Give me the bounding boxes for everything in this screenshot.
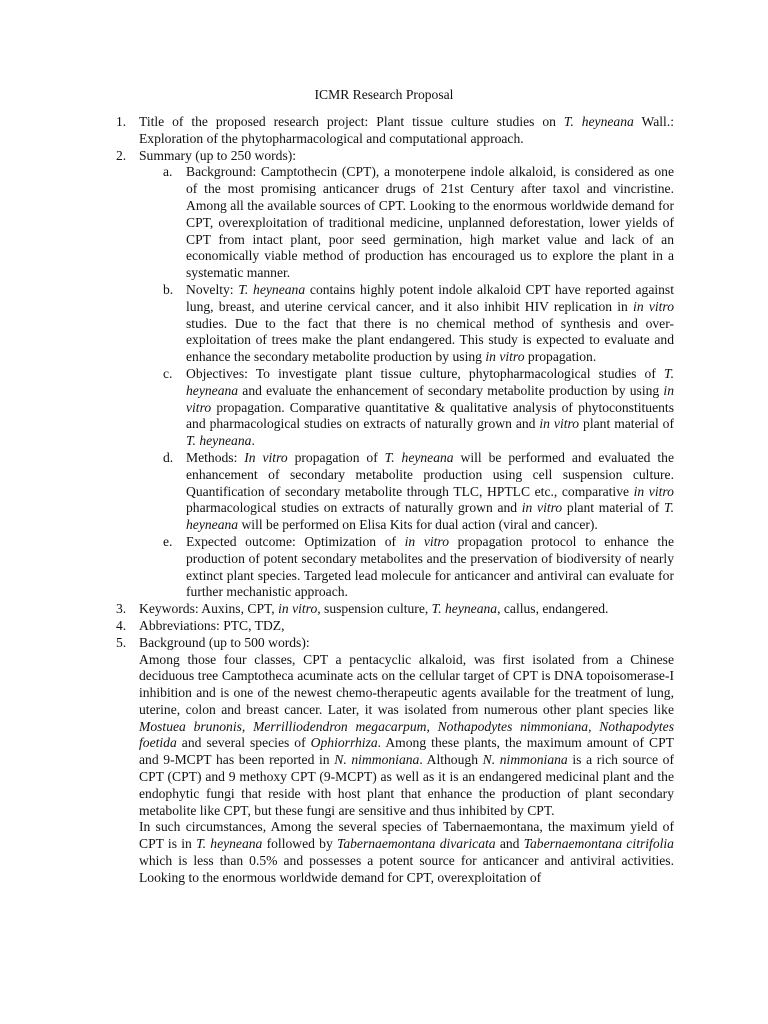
italic-term: in vitro	[633, 483, 674, 499]
text: . Among these plants, the maximum amount of CPT and 9-MCPT has been reported in	[139, 735, 674, 768]
text: ,	[426, 718, 438, 734]
text: , suspension culture,	[317, 601, 432, 617]
text: and	[495, 836, 524, 852]
text: ,	[241, 718, 254, 734]
background-paragraph-1	[0, 652, 674, 820]
text: which is less than 0.5% and possesses a potent source for anticancer and antiviral activities. Looking to the enormous worldwide demand for CPT, overexploitation of	[139, 853, 674, 885]
species-name: Tabernaemontana citrifolia	[523, 836, 674, 852]
italic-term: in vitro	[521, 500, 563, 516]
species-name: T. heyneana	[238, 281, 306, 297]
list-item-title	[0, 114, 674, 148]
text: studies. Due to the fact that there is no chemical method of synthesis and over-exploitation of trees make the plant endangered. This study is expected to evaluate and enhance the secondary metabolite production by using	[186, 315, 674, 365]
list-number: 1.	[116, 114, 127, 129]
list-item-abbreviations	[0, 618, 674, 635]
text: In such circumstances, Among the several species of Tabernaemontana, the maximum yield of CPT is in	[139, 819, 674, 852]
text: Background: Camptothecin (CPT), a monoterpene indole alkaloid, is considered as one of the most promising anticancer drugs of 21st Century after taxol and vincristine. Among all the available sources of CPT. Looking to the enormous worldwide demand for CPT, overexploitation of traditional medicine, unplanned deforestation, lower yields of CPT from intact plant, poor seed germination, high market value and lack of an economically viable method of production has encouraged us to explore the plant in a systematic manner.	[186, 164, 674, 281]
species-name: T. heyneana	[186, 365, 674, 398]
text: and evaluate the enhancement of secondary metabolite production by using	[238, 382, 664, 398]
text: . Although	[419, 752, 483, 768]
list-number: 4.	[116, 617, 127, 633]
species-name: Mostuea brunonis	[139, 718, 242, 734]
text: followed by	[262, 836, 338, 852]
italic-term: in vitro	[186, 382, 674, 415]
sublist-item-methods	[0, 450, 674, 534]
sublist-item-expected-outcome	[0, 534, 674, 601]
text: plant material of	[579, 416, 674, 432]
text: Objectives: To investigate plant tissue culture, phytopharmacological studies of	[186, 365, 665, 381]
document-body	[0, 114, 768, 887]
section-label: Background (up to 500 words):	[139, 634, 310, 650]
sublist-letter: e.	[163, 533, 173, 549]
species-name: T. heyneana	[431, 601, 498, 617]
species-name: N. nimmoniana	[334, 752, 420, 768]
sublist-item-novelty	[0, 282, 674, 366]
list-number: 5.	[116, 634, 127, 650]
text: will be performed and evaluated the enhancement of secondary metabolite production using cell suspension culture. Quantification of secondary metabolite through TLC, HPTLC etc., comparative	[186, 449, 674, 499]
text: is a rich source of CPT (CPT) and 9 methoxy CPT (9-MCPT) as well as it is an endangered medicinal plant and the endophytic fungi that reside with host plant that enhance the production of plant secondary metabolite like CPT, but these fungi are sensitive and thus inhibited by CPT.	[139, 752, 674, 818]
list-item-background	[0, 635, 674, 652]
sublist-letter: d.	[163, 449, 174, 465]
sublist-letter: b.	[163, 281, 174, 297]
text: .	[251, 433, 255, 449]
list-item-keywords	[0, 601, 674, 618]
italic-term: in vitro	[404, 533, 450, 549]
text: Novelty:	[186, 281, 239, 297]
sublist-letter: c.	[163, 365, 173, 381]
italic-term: in vitro	[278, 601, 318, 617]
text: will be performed on Elisa Kits for dual action (viral and cancer).	[238, 517, 598, 533]
species-name: T. heyneana	[186, 433, 252, 449]
sublist-letter: a.	[163, 164, 173, 180]
text: propagation of	[287, 449, 385, 465]
list-item-summary	[0, 148, 674, 165]
document-title: ICMR Research Proposal	[314, 87, 454, 102]
text: Among those four classes, CPT a pentacyclic alkaloid, was first isolated from a Chinese deciduous tree Camptotheca acuminate acts on the cellular target of CPT is DNA topoisomerase-I inhibition and is one of the newest chemo-therapeutic agents available for the treatment of lung, uterine, colon and breast cancer. Later, it was isolated from numerous other plant species like	[139, 651, 674, 717]
text: propagation protocol to enhance the production of potent secondary metabolites and the preservation of biodiversity of nearly extinct plant species. Targeted lead molecule for anticancer and antiviral can evaluate for further mechanistic approach.	[186, 533, 674, 600]
species-name: Merrilliodendron megacarpum	[253, 718, 427, 734]
text: ,	[588, 718, 600, 734]
species-name: T. heyneana	[186, 500, 674, 533]
list-number: 3.	[116, 601, 127, 617]
species-name: Tabernaemontana divaricata	[337, 836, 496, 852]
italic-term: In vitro	[244, 449, 288, 465]
text: propagation. Comparative quantitative & qualitative analysis of phytoconstituents and pharmacological studies on extracts of naturally grown and	[186, 399, 674, 432]
summary-sublist	[0, 164, 768, 601]
text: Wall.: Exploration of the phytopharmacological and computational approach.	[139, 114, 674, 146]
species-name: T. heyneana	[384, 449, 454, 465]
italic-term: in vitro	[485, 349, 525, 365]
text: , callus, endangered.	[497, 601, 609, 617]
italic-term: in vitro	[539, 416, 580, 432]
species-name: Nothapodytes nimmoniana	[437, 718, 589, 734]
species-name: Ophiorrhiza	[310, 735, 378, 751]
text: contains highly potent indole alkaloid CPT have reported against lung, breast, and uterine cervical cancer, and it also inhibit HIV replication in	[186, 281, 674, 314]
text: Keywords: Auxins, CPT,	[139, 601, 279, 617]
text: pharmacological studies on extracts of naturally grown and	[186, 500, 522, 516]
text: propagation.	[524, 349, 597, 365]
text: plant material of	[562, 500, 665, 516]
text: and several species of	[176, 735, 311, 751]
species-name: Nothapodytes foetida	[139, 718, 674, 751]
species-name: T. heyneana	[563, 114, 634, 129]
italic-term: in vitro	[633, 298, 674, 314]
text: Expected outcome: Optimization of	[186, 533, 405, 549]
species-name: T. heyneana	[196, 836, 263, 852]
text: Title of the proposed research project: Plant tissue culture studies on	[139, 114, 564, 129]
list-number: 2.	[116, 147, 127, 163]
species-name: N. nimmoniana	[482, 752, 568, 768]
section-label: Summary (up to 250 words):	[139, 147, 297, 163]
text: Methods:	[186, 449, 245, 465]
background-paragraph-2	[0, 819, 674, 886]
sublist-item-objectives	[0, 366, 674, 450]
text: Abbreviations: PTC, TDZ,	[139, 617, 285, 633]
sublist-item-background	[0, 164, 674, 282]
